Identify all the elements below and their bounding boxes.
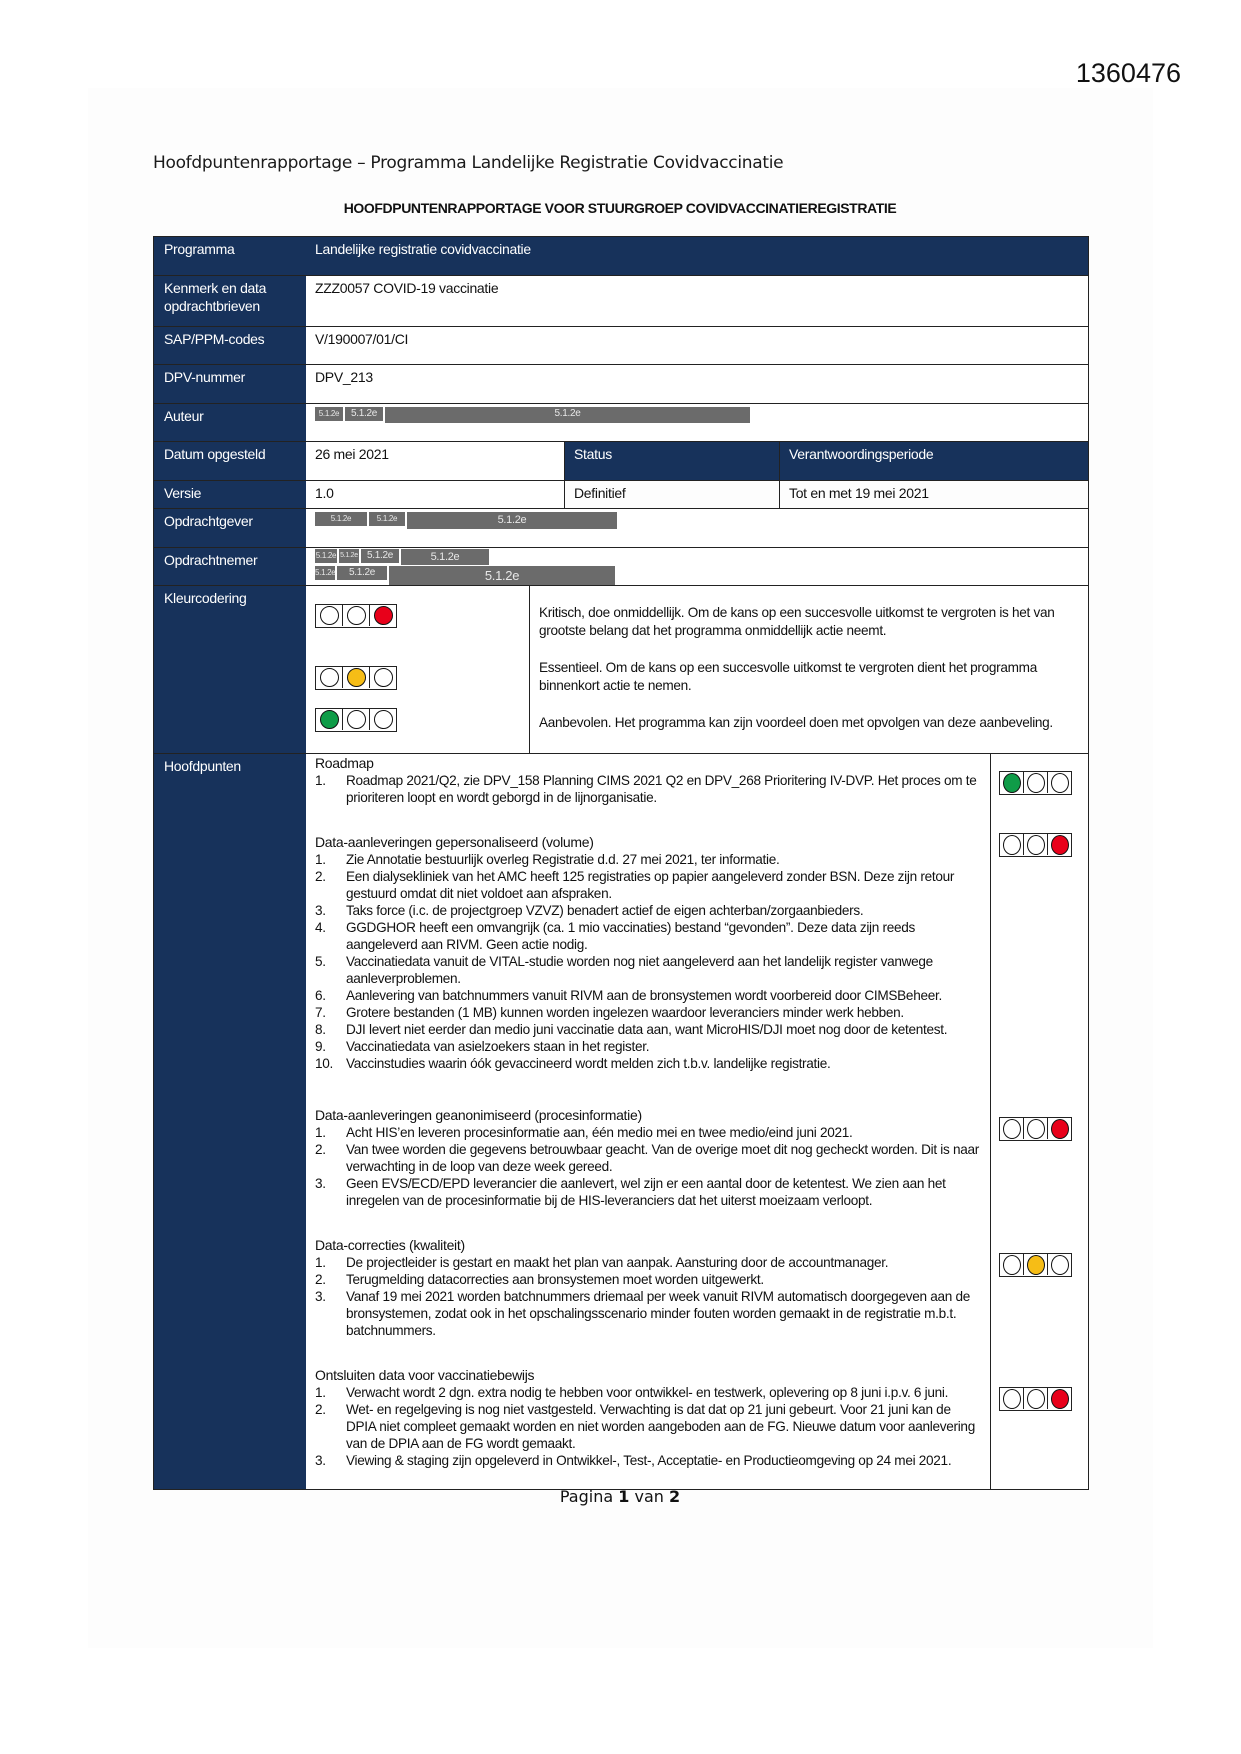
light-off-icon [347, 710, 366, 729]
redaction-block: 5.1.2e [389, 566, 615, 586]
redaction-block: 5.1.2e [401, 549, 489, 565]
status-light-geanonimiseerd [999, 1117, 1072, 1141]
light-off-icon [1003, 1389, 1021, 1409]
light-off-icon [1027, 1389, 1045, 1409]
light-off-icon [320, 668, 339, 687]
legend-red-text: Kritisch, doe onmiddellijk. Om de kans op een succesvolle uitkomst te vergroten is het van grootste belang dat het programma onmiddellijk actie neemt. [539, 605, 1055, 638]
value-opdrachtgever [306, 509, 1088, 547]
value-datum: 26 mei 2021 [306, 442, 564, 480]
section-data-gepersonaliseerd [315, 834, 981, 1107]
label-versie: Versie [154, 481, 306, 508]
value-status: Definitief [564, 481, 779, 508]
value-verantwoordingsperiode: Tot en met 19 mei 2021 [779, 481, 1088, 508]
report-title: HOOFDPUNTENRAPPORTAGE VOOR STUURGROEP COVIDVACCINATIEREGISTRATIE [343, 200, 897, 216]
section-title: Ontsluiten data voor vaccinatiebewijs [315, 1367, 535, 1383]
light-off-icon [1051, 773, 1069, 793]
list-item: 8. DJI levert niet eerder dan medio juni vaccinatie data aan, want MicroHIS/DJI moet nog door de ketentest. [315, 1022, 948, 1037]
value-programma: Landelijke registratie covidvaccinatie [306, 237, 1088, 275]
list-item: 1. Verwacht wordt 2 dgn. extra nodig te hebben voor ontwikkel- en testwerk, oplevering op 8 juni i.p.v. 6 juni. [315, 1385, 949, 1400]
row-kenmerk [154, 275, 1088, 326]
redaction-block: 5.1.2e [339, 549, 359, 563]
label-kenmerk: Kenmerk en data opdrachtbrieven [154, 276, 306, 326]
redaction-block: 5.1.2e [369, 512, 405, 526]
legend-lights [306, 586, 529, 753]
list-item: 2. Een dialysekliniek van het AMC heeft 125 registraties op papier aangeleverd zonder BSN. Deze zijn retour gestuurd omdat dit niet voldoet aan afspraken. [315, 869, 955, 901]
footer-total-pages: 2 [668, 1487, 681, 1506]
list-item: 1. Zie Annotatie bestuurlijk overleg Registratie d.d. 27 mei 2021, ter informatie. [315, 852, 780, 867]
label-kleurcodering: Kleurcodering [154, 586, 306, 753]
hoofdpunten-content [306, 754, 990, 1489]
row-hoofdpunten [154, 753, 1088, 1489]
redaction-block: 5.1.2e [315, 512, 367, 526]
light-off-icon [374, 668, 393, 687]
page-footer [153, 1487, 1087, 1506]
status-light-roadmap [999, 771, 1072, 795]
redaction-block: 5.1.2e [315, 566, 335, 580]
section-data-geanonimiseerd [315, 1107, 981, 1237]
row-versie [154, 480, 1088, 508]
list-item: 7. Grotere bestanden (1 MB) kunnen worden ingelezen waardoor leveranciers minder werk hebben. [315, 1005, 904, 1020]
footer-page-number: 1 [618, 1487, 630, 1506]
light-green-icon [320, 710, 339, 729]
document-header-title: Hoofdpuntenrapportage – Programma Landelijke Registratie Covidvaccinatie [153, 153, 784, 173]
light-off-icon [1027, 835, 1045, 855]
section-vaccinatiebewijs [315, 1367, 981, 1469]
footer-prefix: Pagina [559, 1487, 619, 1506]
row-opdrachtgever [154, 508, 1088, 547]
list-item: 1. De projectleider is gestart en maakt het plan van aanpak. Aansturing door de accountmanager. [315, 1255, 889, 1270]
label-sap: SAP/PPM-codes [154, 327, 306, 364]
report-table [153, 236, 1089, 1490]
label-hoofdpunten: Hoofdpunten [154, 754, 306, 1489]
section-roadmap [315, 755, 981, 817]
section-title: Roadmap [315, 755, 374, 771]
value-sap: V/190007/01/CI [306, 327, 1088, 364]
label-datum: Datum opgesteld [154, 442, 306, 480]
legend-descriptions [529, 586, 1088, 753]
light-green-icon [1003, 773, 1021, 793]
section-data-correcties [315, 1237, 981, 1367]
light-off-icon [1003, 835, 1021, 855]
light-red-icon [374, 606, 393, 625]
row-datum [154, 441, 1088, 480]
light-off-icon [1003, 1255, 1021, 1275]
label-opdrachtnemer: Opdrachtnemer [154, 548, 306, 585]
section-title: Data-correcties (kwaliteit) [315, 1237, 465, 1253]
list-item: 2. Van twee worden die gegevens betrouwbaar geacht. Van de overige moet dit nog gecheckt worden. Dit is naar verwachting in de loop van deze week gereed. [315, 1142, 979, 1174]
label-verantwoordingsperiode: Verantwoordingsperiode [779, 442, 1088, 480]
list-item: 3. Geen EVS/ECD/EPD leverancier die aanlevert, wel zijn er een aantal door de ketentest. We zien aan het inregelen van de procesinformatie bij de HIS-leveranciers dat het uiterst moeizaam verloopt. [315, 1176, 946, 1208]
light-off-icon [1003, 1119, 1021, 1139]
label-status: Status [564, 442, 779, 480]
status-light-correcties [999, 1253, 1072, 1277]
list-item: 5. Vaccinatiedata vanuit de VITAL-studie worden nog niet aangeleverd aan het landelijk register vanwege aanleverproblemen. [315, 954, 933, 986]
section-title: Data-aanleveringen gepersonaliseerd (volume) [315, 834, 594, 850]
light-off-icon [320, 606, 339, 625]
list-item: 3. Vanaf 19 mei 2021 worden batchnummers driemaal per week vanuit RIVM automatisch doorgegeven aan de bronsystemen, zodat ook in het opschalingsscenario minder fouten worden gemaakt in de registratie m.b.t. batchnummers. [315, 1289, 970, 1338]
row-sap [154, 326, 1088, 364]
redaction-block: 5.1.2e [315, 407, 343, 421]
light-off-icon [1051, 1255, 1069, 1275]
light-red-icon [1051, 835, 1069, 855]
list-item: 3. Taks force (i.c. de projectgroep VZVZ) benadert actief de eigen achterban/zorgaanbieders. [315, 903, 864, 918]
row-auteur [154, 403, 1088, 441]
row-kleurcodering [154, 585, 1088, 753]
redaction-block: 5.1.2e [337, 566, 387, 580]
status-light-vaccinatiebewijs [999, 1387, 1072, 1411]
legend-green-text: Aanbevolen. Het programma kan zijn voordeel doen met opvolgen van deze aanbeveling. [539, 715, 1053, 730]
value-kenmerk: ZZZ0057 COVID-19 vaccinatie [306, 276, 1088, 326]
traffic-light-amber [315, 666, 397, 690]
status-light-gepersonaliseerd [999, 833, 1072, 857]
label-opdrachtgever: Opdrachtgever [154, 509, 306, 547]
list-item: 2. Terugmelding datacorrecties aan bronsystemen moet worden uitgewerkt. [315, 1272, 764, 1287]
light-red-icon [1051, 1389, 1069, 1409]
redaction-block: 5.1.2e [385, 407, 750, 423]
list-item: 1. Roadmap 2021/Q2, zie DPV_158 Planning CIMS 2021 Q2 en DPV_268 Prioritering IV-DVP. Het proces om te prioriteren loopt en wordt geborgd in de lijnorganisatie. [315, 773, 977, 805]
label-auteur: Auteur [154, 404, 306, 441]
status-lights-column [990, 754, 1088, 1489]
light-amber-icon [1027, 1255, 1045, 1275]
list-item: 1. Acht HIS’en leveren procesinformatie aan, één medio mei en twee medio/eind juni 2021. [315, 1125, 853, 1140]
row-programma [154, 236, 1088, 275]
light-amber-icon [347, 668, 366, 687]
light-red-icon [1051, 1119, 1069, 1139]
value-dpv: DPV_213 [306, 365, 1088, 403]
light-off-icon [374, 710, 393, 729]
light-off-icon [1027, 773, 1045, 793]
list-item: 6. Aanlevering van batchnummers vanuit RIVM aan de bronsystemen wordt voorbereid door CIMSBeheer. [315, 988, 942, 1003]
list-item: 3. Viewing & staging zijn opgeleverd in Ontwikkel-, Test-, Acceptatie- en Productieomgeving op 24 mei 2021. [315, 1453, 952, 1468]
list-item: 9. Vaccinatiedata van asielzoekers staan in het register. [315, 1039, 650, 1054]
redaction-block: 5.1.2e [361, 549, 399, 563]
list-item: 2. Wet- en regelgeving is nog niet vastgesteld. Verwachting is dat dat op 21 juni gebeurt. Voor 21 juni kan de DPIA niet compleet gemaakt worden en niet worden aangeboden aan de FG. Nieuwe datum voor aanlevering van de DPIA aan de FG wordt gemaakt. [315, 1402, 975, 1451]
light-off-icon [1027, 1119, 1045, 1139]
traffic-light-red [315, 604, 397, 628]
section-title: Data-aanleveringen geanonimiseerd (procesinformatie) [315, 1107, 642, 1123]
label-programma: Programma [154, 237, 306, 275]
value-versie: 1.0 [306, 481, 564, 508]
row-opdrachtnemer [154, 547, 1088, 585]
traffic-light-green [315, 708, 397, 732]
value-opdrachtnemer [306, 548, 1088, 585]
value-auteur [306, 404, 1088, 441]
legend-amber-text: Essentieel. Om de kans op een succesvolle uitkomst te vergroten dient het programma binnenkort actie te nemen. [539, 660, 1037, 693]
footer-mid: van [629, 1487, 669, 1506]
redaction-block: 5.1.2e [407, 512, 617, 529]
label-dpv: DPV-nummer [154, 365, 306, 403]
light-off-icon [347, 606, 366, 625]
row-dpv [154, 364, 1088, 403]
document-number: 1360476 [1075, 58, 1181, 88]
redaction-block: 5.1.2e [345, 407, 383, 421]
list-item: 10. Vaccinstudies waarin óók gevaccineerd wordt melden zich t.b.v. landelijke registratie. [315, 1056, 831, 1071]
redaction-block: 5.1.2e [315, 549, 337, 563]
list-item: 4. GGDGHOR heeft een omvangrijk (ca. 1 mio vaccinaties) bestand “gevonden”. Deze data zijn reeds aangeleverd aan RIVM. Geen actie nodig. [315, 920, 915, 952]
